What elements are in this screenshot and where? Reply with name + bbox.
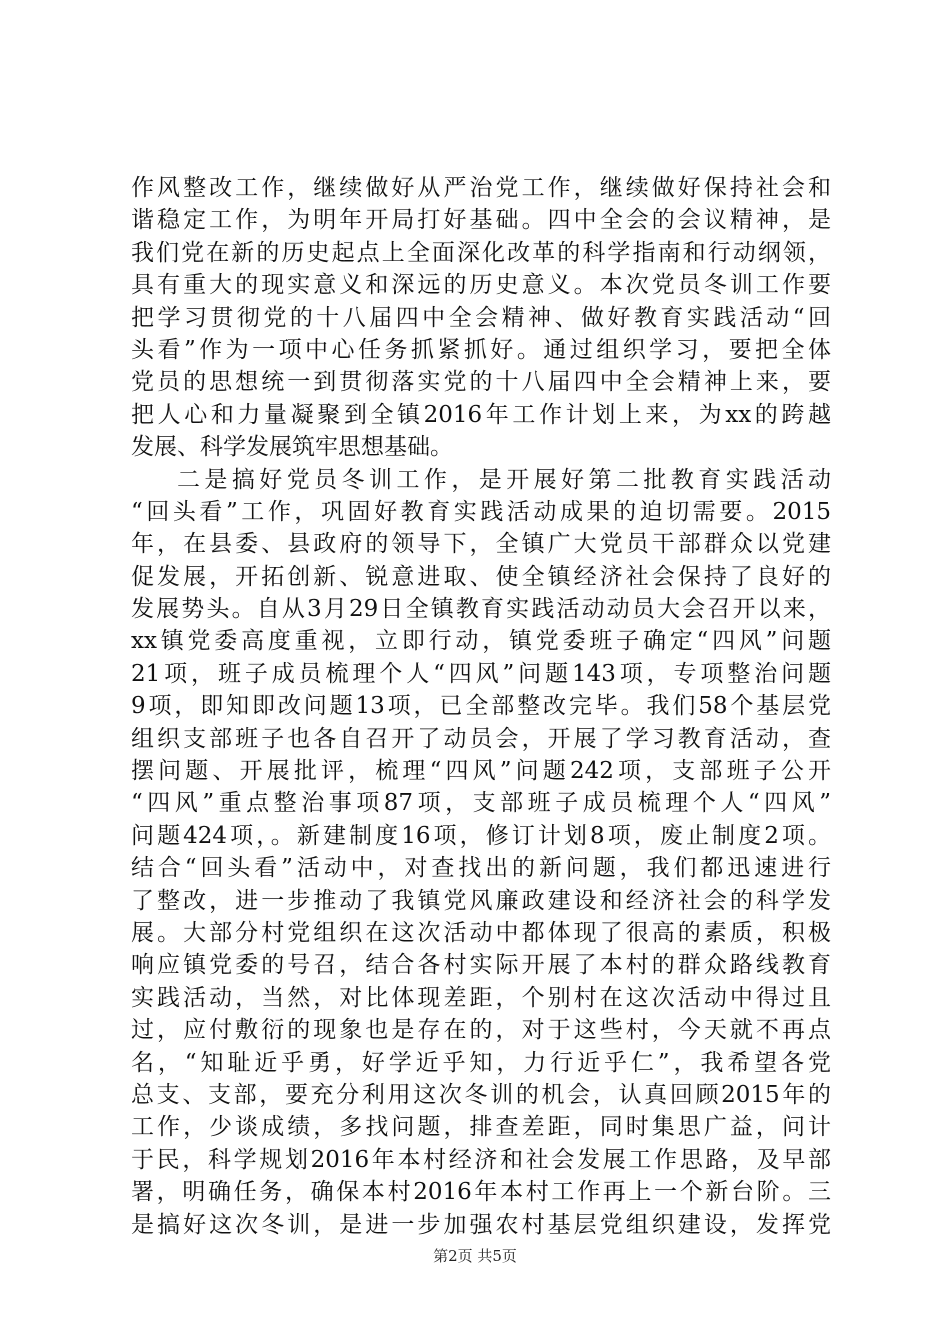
text-line: 年，在县委、县政府的领导下，全镇广大党员干部群众以党建 bbox=[131, 531, 831, 558]
text-line: 具有重大的现实意义和深远的历史意义。本次党员冬训工作要 bbox=[131, 272, 831, 299]
text-line: 名，“知耻近乎勇，好学近乎知，力行近乎仁”，我希望各党 bbox=[131, 1049, 831, 1076]
text-line: 结合“回头看”活动中，对查找出的新问题，我们都迅速进行 bbox=[131, 855, 831, 882]
document-body bbox=[131, 172, 831, 1241]
text-line: 展。大部分村党组织在这次活动中都体现了很高的素质，积极 bbox=[131, 919, 831, 946]
text-line: 总支、支部，要充分利用这次冬训的机会，认真回顾2015年的 bbox=[131, 1081, 831, 1108]
page-footer bbox=[0, 1245, 950, 1266]
text-line: 于民，科学规划2016年本村经济和社会发展工作思路，及早部 bbox=[131, 1146, 831, 1173]
text-line: 党员的思想统一到贯彻落实党的十八届四中全会精神上来，要 bbox=[131, 369, 831, 396]
text-line: xx镇党委高度重视，立即行动，镇党委班子确定“四风”问题 bbox=[131, 628, 831, 655]
text-line: 发展势头。自从3月29日全镇教育实践活动动员大会召开以来， bbox=[131, 596, 831, 623]
text-line: 摆问题、开展批评，梳理“四风”问题242项，支部班子公开 bbox=[131, 758, 831, 785]
text-line: 过，应付敷衍的现象也是存在的，对于这些村，今天就不再点 bbox=[131, 1017, 831, 1044]
text-line: 了整改，进一步推动了我镇党风廉政建设和经济社会的科学发 bbox=[131, 887, 831, 914]
paragraph-start-line: 二是搞好党员冬训工作，是开展好第二批教育实践活动 bbox=[177, 466, 831, 493]
text-line: 作风整改工作，继续做好从严治党工作，继续做好保持社会和 bbox=[131, 175, 831, 201]
text-line: 组织支部班子也各自召开了动员会，开展了学习教育活动，查 bbox=[131, 725, 831, 752]
text-line: 头看”作为一项中心任务抓紧抓好。通过组织学习，要把全体 bbox=[131, 336, 831, 363]
text-line: 21项，班子成员梳理个人“四风”问题143项，专项整治问题 bbox=[131, 660, 831, 687]
text-line: 响应镇党委的号召，结合各村实际开展了本村的群众路线教育 bbox=[131, 952, 831, 979]
text-line: 工作，少谈成绩，多找问题，排查差距，同时集思广益，问计 bbox=[131, 1114, 831, 1141]
text-line: 问题424项，。新建制度16项，修订计划8项，废止制度2项。 bbox=[131, 822, 831, 849]
text-line: 我们党在新的历史起点上全面深化改革的科学指南和行动纲领， bbox=[131, 239, 831, 266]
text-line: 把学习贯彻党的十八届四中全会精神、做好教育实践活动“回 bbox=[131, 304, 831, 331]
text-line: 谐稳定工作，为明年开局打好基础。四中全会的会议精神，是 bbox=[131, 207, 831, 234]
text-line: 实践活动，当然，对比体现差距，个别村在这次活动中得过且 bbox=[131, 984, 831, 1011]
text-line: “四风”重点整治事项87项，支部班子成员梳理个人“四风” bbox=[131, 790, 831, 817]
page-number: 第2页 共5页 bbox=[433, 1247, 517, 1265]
text-line: 9项，即知即改问题13项，已全部整改完毕。我们58个基层党 bbox=[131, 693, 831, 720]
text-line: 促发展，开拓创新、锐意进取、使全镇经济社会保持了良好的 bbox=[131, 563, 831, 590]
text-line: 署，明确任务，确保本村2016年本村工作再上一个新台阶。三 bbox=[131, 1179, 831, 1206]
text-line: 是搞好这次冬训，是进一步加强农村基层党组织建设，发挥党 bbox=[131, 1211, 831, 1238]
text-line: “回头看”工作，巩固好教育实践活动成果的迫切需要。2015 bbox=[131, 498, 831, 525]
text-line: 发展、科学发展筑牢思想基础。 bbox=[131, 434, 453, 461]
text-line: 把人心和力量凝聚到全镇2016年工作计划上来，为xx的跨越 bbox=[131, 401, 831, 428]
